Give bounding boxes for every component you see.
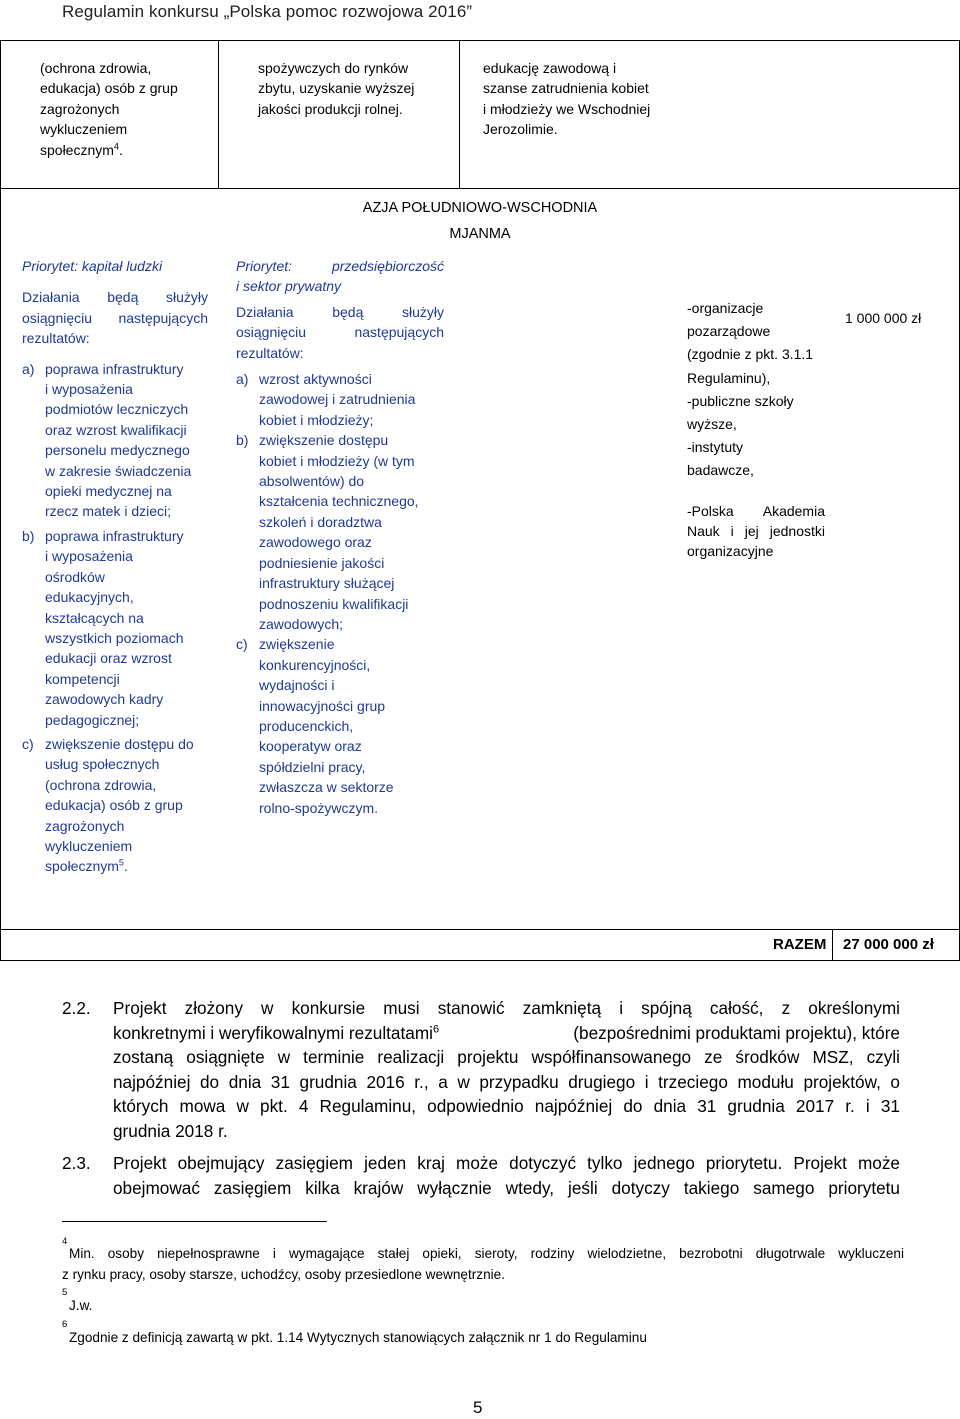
top-col3-text: edukację zawodową i szanse zatrudnienia kobiet i młodzieży we Wschodniej Jerozolimie.: [483, 60, 651, 138]
amount-value: 1 000 000 zł: [845, 310, 922, 326]
eligible-entities: -organizacje pozarządowe (zgodnie z pkt. 3.1.1 Regulaminu), -publiczne szkoły wyższe, -instytuty badawcze, -Polska Akademia Nauk i jej jednostki organizacyjne: [687, 300, 825, 560]
priority1-item-a: a) poprawa infrastruktury i wyposażenia podmiotów leczniczych oraz wzrost kwalifikacji personelu medycznego w zakresie świadczenia opieki medycznej na rzecz matek i dzieci;: [22, 360, 192, 520]
priority2-title: Priorytet: przedsiębiorczość: [236, 258, 444, 274]
footnote-4-number: 4: [62, 1236, 68, 1247]
footnote-6-number: 6: [62, 1319, 68, 1330]
priority1-item-b: b) poprawa infrastruktury i wyposażenia ośrodków edukacyjnych, kształcących na wszystkich poziomach edukacji oraz wzrost kompetencji zawodowych kadry pedagogicznej;: [22, 527, 184, 728]
priority2-item-b: b) zwiększenie dostępu kobiet i młodzieży (w tym absolwentów) do kształcenia technicznego, szkoleń i doradztwa zawodowego oraz podniesienie jakości infrastruktury służącej podnoszeniu kwalifikacji zawodowych;: [236, 432, 419, 632]
country-heading: MJANMA: [449, 226, 511, 242]
priority2-item-a: a) wzrost aktywności zawodowej i zatrudnienia kobiet i młodzieży;: [236, 371, 416, 428]
page-number: 5: [473, 1398, 483, 1417]
footnote-4-text-cont: z rynku pracy, osoby starsze, uchodźcy, osoby przesiedlone wewnętrznie.: [62, 1267, 506, 1282]
footnote-separator: [62, 1221, 327, 1222]
priority1-block: Priorytet: kapitał ludzki Działania będą służyły osiągnięciu następujących rezultatów: a) poprawa infrastruktury i wyposażenia podmiotów leczniczych oraz wzrost kwalifikacji personelu medycznego w zakresie świadczenia opieki medycznej na rzecz matek i dzieci; b) poprawa infrastruktury i wyposażenia ośrodków edukacyjnych, kształcących na wszystkich poziomach edukacji oraz wzrost kompetencji zawodowych kadry pedagogicznej; c) zwiększenie dostępu do usług społecznych (ochrona zdrowia, edukacja) osób z grup zagrożonych wykluczeniem społecznym$^5$.: [22, 256, 208, 877]
top-col1-text: (ochrona zdrowia, edukacja) osób z grup zagrożonych wykluczeniem społecznym$^4$.: [40, 60, 178, 158]
region-heading: AZJA POŁUDNIOWO-WSCHODNIA: [362, 200, 598, 216]
para-2-2-number: 2.2.: [62, 998, 91, 1018]
top-col2-text: spożywczych do rynków zbytu, uzyskanie wyższej jakości produkcji rolnej.: [258, 60, 415, 117]
para-2-3-text: Projekt obejmujący zasięgiem jeden kraj może dotyczyć tylko jednego priorytetu. Projekt może obejmować zasięgiem kilka krajów wyłącznie wtedy, jeśli dotyczy takiego samego priorytetu: [113, 1153, 900, 1198]
footnote-6-text: Zgodnie z definicją zawartą w pkt. 1.14 Wytycznych stanowiących załącznik nr 1 do Regulaminu: [69, 1330, 647, 1345]
total-label: RAZEM: [773, 936, 827, 953]
priority2-item-c: c) zwiększenie konkurencyjności, wydajności i innowacyjności grup producenckich, kooperatyw oraz spółdzielni pracy, zwłaszcza w sektorze rolno-spożywczym.: [236, 636, 394, 816]
priority1-item-c: c) zwiększenie dostępu do usług społecznych (ochrona zdrowia, edukacja) osób z grup zagrożonych wykluczeniem społecznym$^5$.: [22, 735, 194, 875]
priority1-title: Priorytet: kapitał ludzki: [22, 258, 163, 274]
page-header-title: Regulamin konkursu „Polska pomoc rozwojowa 2016”: [62, 2, 473, 21]
para-2-2-text: Projekt złożony w konkursie musi stanowić zamkniętą i spójną całość, z określonymi konkretnymi i weryfikowalnymi rezultatami$^6$ (bezpośrednimi produktami projektu), które zostaną osiągnięte w terminie realizacji projektu współfinansowanego ze środków MSZ, czyli najpóźniej do dnia 31 grudnia 2016 r., a w przypadku drugiego i trzeciego modułu projektów, o których mowa w pkt. 4 Regulaminu, odpowiednio najpóźniej do dnia 31 grudnia 2017 r. i 31 grudnia 2018 r.: [113, 998, 900, 1141]
priority2-block: Priorytet: przedsiębiorczość i sektor prywatny Działania będą służyły osiągnięciu następujących rezultatów: a) wzrost aktywności zawodowej i zatrudnienia kobiet i młodzieży; b) zwiększenie dostępu kobiet i młodzieży (w tym absolwentów) do kształcenia technicznego, szkoleń i doradztwa zawodowego oraz podniesienie jakości infrastruktury służącej podnoszeniu kwalifikacji zawodowych; c) zwiększenie konkurencyjności, wydajności i innowacyjności grup producenckich, kooperatyw oraz spółdzielni pracy, zwłaszcza w sektorze rolno-spożywczym.: [236, 256, 444, 818]
footnote-5-number: 5: [62, 1287, 68, 1298]
para-2-3-number: 2.3.: [62, 1153, 91, 1173]
footnote-4-text: Min. osoby niepełnosprawne i wymagające stałej opieki, sieroty, rodziny wielodzietne, bezrobotni długotrwale wykluczeni: [69, 1246, 904, 1261]
footnote-5-text: J.w.: [69, 1298, 93, 1313]
total-value: 27 000 000 zł: [843, 936, 934, 953]
